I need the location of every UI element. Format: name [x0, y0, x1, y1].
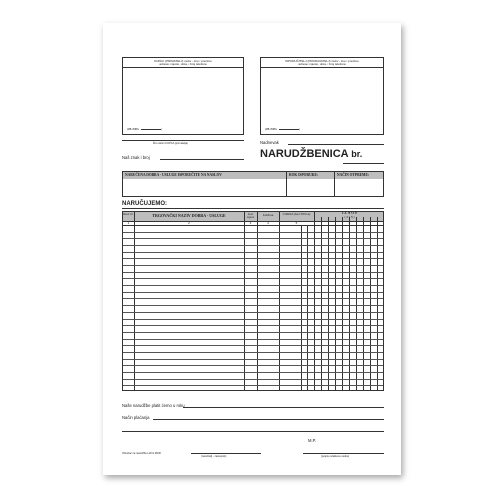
header-price: CIJENA (bez PDV-a) — [282, 211, 311, 216]
col-number-2: 2 — [188, 220, 190, 225]
title-suffix: br. — [351, 149, 363, 159]
table-row-line — [123, 298, 383, 299]
table-row-line — [123, 379, 383, 380]
col-number-4: 4 — [267, 220, 269, 225]
table-row-line — [123, 365, 383, 366]
goods-address-label: NARUČENA DOBRA - USLUGE ISPORUČITE NA NASLOV — [125, 173, 222, 177]
stamp-label: M.P. — [308, 438, 317, 443]
ordering-label: NARUČUJEMO: — [122, 201, 167, 207]
supplier-address-line: adresa: mjesto, ulica, i broj telefona — [298, 62, 346, 67]
order-date-label: Nadnevak — [260, 140, 279, 145]
col-number-5: 5 — [295, 220, 298, 225]
our-number-label: Naš znak i broj — [122, 155, 150, 160]
delivery-info-row — [122, 171, 384, 197]
buyer-account-caption: Žiro račun KUPCA (primatelja) — [153, 142, 188, 145]
header-amount: I Z N O S — [342, 211, 357, 215]
supplier-box: ISPORUČITELJ (PRODAVATELJ) naziv - ime i prezime adresa: mjesto, ulica, i broj telefona (MB-JMBG ) — [260, 57, 384, 135]
table-row-line — [123, 339, 383, 340]
supplier-title-line: ISPORUČITELJ (PRODAVATELJ) naziv - ime i prezime — [285, 59, 359, 63]
buyer-address-line: adresa: mjesto, ulica, i broj telefona — [159, 62, 207, 67]
table-row-line — [123, 252, 383, 253]
header-unit: Jed. mjere — [246, 211, 255, 219]
supplier-id-label: (MB-JMBG — [265, 128, 277, 131]
header-quantity: Količina — [262, 213, 274, 217]
table-row-line — [123, 232, 383, 233]
document-title — [260, 148, 362, 160]
col-number-1: 1 — [127, 220, 130, 225]
header-amount-formula: ( 4 x 5 ) — [344, 215, 355, 219]
delivery-deadline-label: ROK ISPORUKE: — [289, 173, 319, 177]
table-row-line — [123, 385, 383, 386]
buyer-id-label: (MB-JMBG — [127, 128, 139, 131]
buyer-title-line: KUPAC (PRIMATELJ) naziv - ime i prezime — [154, 59, 212, 63]
table-row-line — [123, 319, 383, 320]
table-row-line — [123, 312, 383, 313]
table-row-line — [123, 258, 383, 259]
shipping-method-label: NAČIN OTPREME: — [337, 173, 370, 177]
items-table — [122, 211, 384, 391]
table-row-line — [123, 278, 383, 279]
header-row-number: Red. br. — [123, 211, 134, 216]
payment-method-label: Način plaćanja — [122, 415, 150, 420]
table-row-line — [123, 305, 383, 306]
table-row-line — [123, 372, 383, 373]
table-row-line — [123, 238, 383, 239]
table-row-line — [123, 245, 383, 246]
buyer-box: KUPAC (PRIMATELJ) naziv - ime i prezime adresa: mjesto, ulica, i broj telefona (MB-JMBG ) — [122, 57, 244, 135]
table-row-line — [123, 292, 383, 293]
table-row-line — [123, 332, 383, 333]
table-row-line — [123, 285, 383, 286]
table-row-line — [123, 359, 383, 360]
table-row-line — [123, 272, 383, 273]
table-row-line — [123, 265, 383, 266]
col-number-3: 3 — [249, 220, 252, 225]
header-item-name: TRGOVAČKI NAZIV DOBRA - USLUGE — [152, 213, 226, 218]
form-code: Obrazac za narudžbu Lidl & MOR — [122, 452, 161, 455]
title-main: NARUDŽBENICA — [260, 148, 349, 160]
order-form-sheet — [103, 23, 401, 475]
authorized-signature-caption: (potpis ovlaštene osobe) — [321, 455, 350, 458]
col-number-6: 6 — [348, 220, 351, 225]
table-row-line — [123, 352, 383, 353]
table-row-line — [123, 345, 383, 346]
table-row-line — [123, 325, 383, 326]
payment-term-label: Naše narudžbe platit ćemo u roku — [122, 403, 185, 408]
orderer-signature-caption: (naručitelj - zastupnik) — [201, 455, 227, 458]
